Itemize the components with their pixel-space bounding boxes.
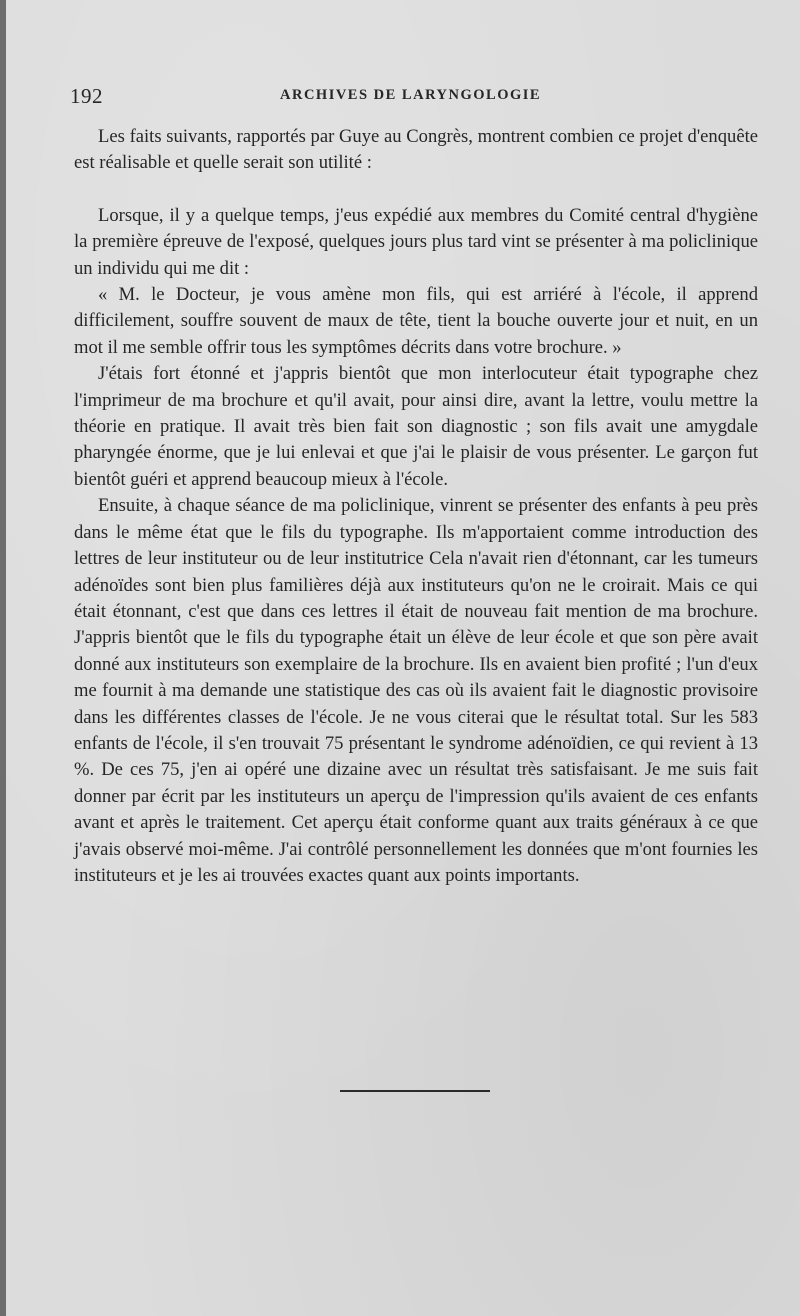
journal-title: ARCHIVES DE LARYNGOLOGIE [280,87,542,103]
book-page [6,0,800,1316]
paragraph-intro: Les faits suivants, rapportés par Guye au Congrès, montrent combien ce projet d'enquête est réalisable et quelle serait son utilité : [74,126,758,174]
running-head [70,84,760,110]
page-number: 192 [70,84,103,108]
paragraph-typographe: J'étais fort étonné et j'appris bientôt que mon interlocuteur était typographe chez l'imprimeur de ma brochure et qu'il avait, pour ainsi dire, avant la lettre, voulu mettre la théorie en pratique. Il avait très bien fait son diagnostic ; son fils avait une amygdale pharyngée énorme, que je lui enlevai et que j'ai le plaisir de vous présenter. Le garçon fut bientôt guéri et apprend beaucoup mieux à l'école. [74,363,758,490]
paragraph-father-quote: « M. le Docteur, je vous amène mon fils, qui est arriéré à l'école, il apprend difficilement, souffre souvent de maux de tête, tient la bouche ouverte jour et nuit, en un mot il me semble offrir tous les symptômes décrits dans votre brochure. » [74,284,758,358]
section-end-rule [340,1090,490,1092]
paragraph-quote-intro: Lorsque, il y a quelque temps, j'eus expédié aux membres du Comité central d'hygiène la première épreuve de l'exposé, quelques jours plus tard vint se présenter à ma policlinique un individu qui me dit : [74,204,758,279]
body-text [74,124,758,889]
paragraph-statistics: Ensuite, à chaque séance de ma policlinique, vinrent se présenter des enfants à peu près dans le même état que le fils du typographe. Ils m'apportaient comme introduction des lettres de leur instituteur ou de leur institutrice Cela n'avait rien d'étonnant, car les tumeurs adénoïdes sont bien plus familières déjà aux instituteurs qu'on ne le croirait. Mais ce qui était étonnant, c'est que dans ces lettres il était de nouveau fait mention de ma brochure. J'appris bientôt que le fils du typographe était un élève de leur école et que son père avait donné aux instituteurs son exemplaire de la brochure. Ils en avaient bien profité ; l'un d'eux me fournit à ma demande une statistique des cas où ils avaient fait le diagnostic provisoire dans les différentes classes de l'école. Je ne vous citerai que le résultat total. Sur les 583 enfants de l'école, il s'en trouvait 75 présentant le syndrome adénoïdien, ce qui revient à 13 %. De ces 75, j'en ai opéré une dizaine avec un résultat très satisfaisant. Je me suis fait donner par écrit par les instituteurs un aperçu de l'impression qu'ils avaient de ces enfants avant et après le traitement. Cet aperçu était conforme quant aux traits généraux à ce que j'avais observé moi-même. J'ai contrôlé personnellement les données que m'ont fournies les instituteurs et je les ai trouvées exactes quant aux points importants. [74,495,758,886]
